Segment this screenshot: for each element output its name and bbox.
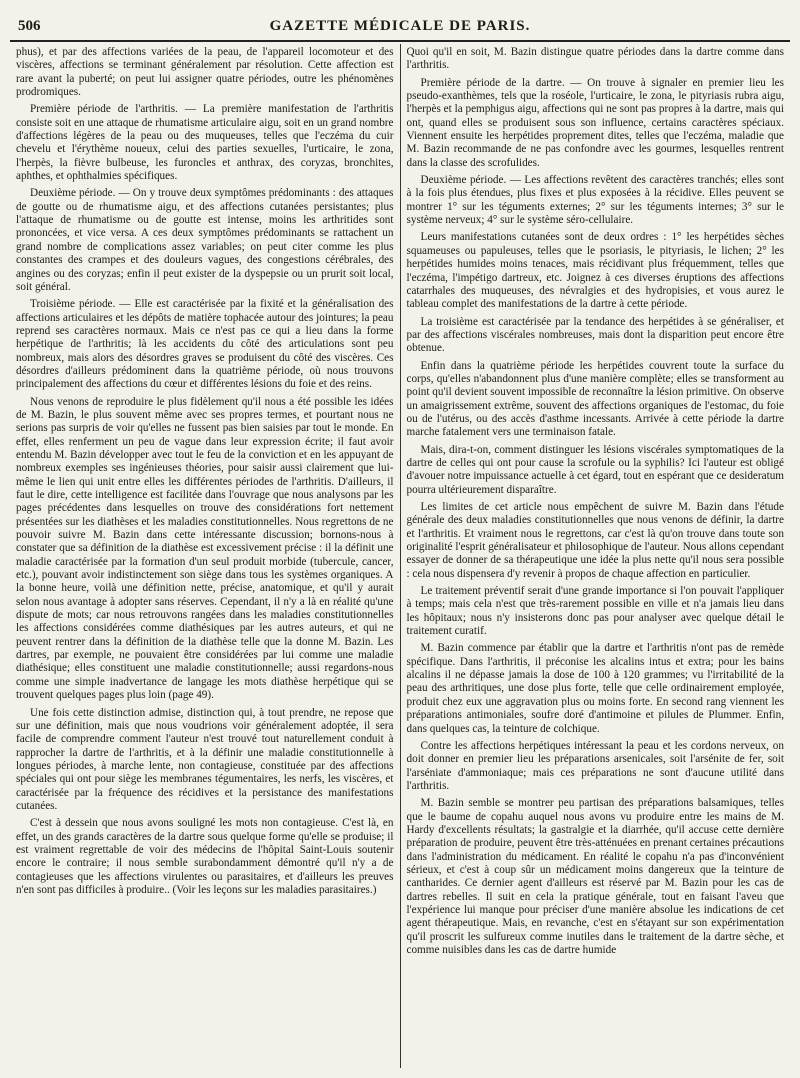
right-column (401, 42, 791, 1070)
paragraph: La troisième est caractérisée par la tendance des herpétides à se généraliser, et par des affections viscérales nombreuses, mais dont la disparition peut encore être obtenue. (406, 315, 784, 355)
paragraph: Leurs manifestations cutanées sont de deux ordres : 1° les herpétides sèches squameuses ou papuleuses, telles que le psoriasis, le pityriasis, le lichen; 2° les herpétides humides moins tenaces, mais récidivant plus fréquemment, telles que l'eczéma, l'impétigo dartreux, etc. Joignez à ces diverses éruptions des affections catarrhales des muqueuses, des névralgies et des hydropisies, et vous aurez le tableau complet des manifestations de la dartre à cette période. (406, 231, 784, 311)
paragraph: phus), et par des affections variées de la peau, de l'appareil locomoteur et des viscères, affections se terminant généralement par résolution. Cette affection est rare avant la puberté; on peut lui assigner quatre périodes, outre les phénomènes prodromiques. (16, 46, 394, 99)
paragraph: Première période de l'arthritis. — La première manifestation de l'arthritis consiste soit en une attaque de rhumatisme articulaire aigu, soit en un grand nombre d'affections légères de la peau ou des muqueuses, telles que l'eczéma du cuir chevelu et l'érythème noueux, celui des parties sexuelles, l'urticaire, le zona, l'herpès, la fièvre bulbeuse, les furoncles et anthrax, des coryzas, bronchites, aphthes, et ophthalmies spécifiques. (16, 103, 394, 183)
paragraph: Une fois cette distinction admise, distinction qui, à tout prendre, ne repose que sur une définition, mais que nous voudrions voir généralement adoptée, il sera facile de comprendre comment l'auteur n'est trouvé tout naturellement conduit à rapprocher la dartre de l'arthritis, et à la définir une maladie constitutionnelle à longues périodes, à marche lente, non contagieuse, constituée par des affections spéciales qui ont pour siège les membranes tégumentaires, les nerfs, les viscères, et caractérisée par la fréquence des récidives et la persistance des manifestations cutanées. (16, 706, 394, 812)
paragraph: Troisième période. — Elle est caractérisée par la fixité et la généralisation des affections articulaires et les dépôts de matière tophacée autour des jointures; la peau reprend ses caractères normaux. Mais ce n'est pas ce qui a lieu dans la forme herpétique de l'arthritis; là les accidents du côté des articulations sont peu nombreux, mais alors des désordres graves se produisent du côté des viscères. Ces désordres d'ailleurs prédominent dans la quatrième période, où nous trouvons principalement des affections du cœur et différentes lésions du foie et des reins. (16, 298, 394, 391)
paragraph: Le traitement préventif serait d'une grande importance si l'on pouvait l'appliquer à temps; mais cela n'est que très-rarement possible en ville et n'a jamais lieu dans les hôpitaux; nous n'y insisterons donc pas pour analyser avec quelque détail le traitement curatif. (406, 585, 784, 638)
text-columns (10, 42, 790, 1070)
paragraph: Deuxième période. — Les affections revêtent des caractères tranchés; elles sont à la fois plus étendues, plus fixes et plus exposées à la récidive. Elles peuvent se montrer 1° sur les téguments externes; 2° sur les téguments internes; 3° sur le système nerveux; 4° sur le système séro-cellulaire. (406, 174, 784, 227)
journal-title: GAZETTE MÉDICALE DE PARIS. (269, 18, 531, 34)
paragraph: Première période de la dartre. — On trouve à signaler en premier lieu les pseudo-exanthèmes, tels que la roséole, l'urticaire, le zona, le pityriasis rubra aigu, l'herpès et la pemphigus aigu, affections qui ne sont pas propres à la dartre, mais qui ont, quand elles se produisent sous son influence, certains caractères spéciaux. Viennent ensuite les herpétides proprement dites, telles que l'eczéma, maladie que M. Bazin recommande de ne pas confondre avec les gourmes, lesquelles rentrent dans la classe des scrofulides. (406, 76, 784, 169)
paragraph: Enfin dans la quatrième période les herpétides couvrent toute la surface du corps, qu'elles n'abandonnent plus d'une manière complète; elles se transforment au point qu'il devient souvent impossible de reconnaître la lésion primitive. On observe un amaigrissement extrême, souvent des affections organiques de l'estomac, du foie ou de l'utérus, ou des accès d'asthme incessants. Arrivée à cette période la dartre marche fatalement vers une terminaison fatale. (406, 359, 784, 439)
paragraph: Deuxième période. — On y trouve deux symptômes prédominants : des attaques de goutte ou de rhumatisme aigu, et des affections cutanées persistantes; plus l'attaque de rhumatisme ou de goutte est intense, moins les arthritides sont prononcées, et vice versa. A ces deux symptômes prédominants se rattachent un grand nombre de complications assez variables; on peut citer comme les plus constantes des crampes et des douleurs vagues, des congestions cérébrales, des angines ou des coryzas; enfin il peut exister de la dyspepsie ou un prurit soit local, soit général. (16, 187, 394, 293)
paragraph: C'est à dessein que nous avons souligné les mots non contagieuse. C'est là, en effet, un des grands caractères de la dartre sous quelque forme qu'elle se produise; il est vraiment regrettable de voir des médecins de l'hôpital Saint-Louis soutenir encore le contraire; il nous semble surabondamment démontré qu'il n'y a de contagieuses que les affections virulentes ou parasitaires, et d'ailleurs les preuves n'en sont pas difficiles à produire.. (Voir les leçons sur les maladies parasitaires.) (16, 817, 394, 896)
paragraph: Les limites de cet article nous empêchent de suivre M. Bazin dans l'étude générale des deux maladies constitutionnelles que nous venons de définir, la dartre et l'arthritis. Et vraiment nous le regrettons, car c'est là qu'on trouve dans toute son originalité l'esprit généralisateur et philosophique de l'auteur. Nous allons cependant essayer de donner de sa thérapeutique une idée la plus nette qu'il nous sera possible : cela nous dispensera d'y revenir à propos de chaque affection en particulier. (406, 501, 784, 580)
paragraph: M. Bazin commence par établir que la dartre et l'arthritis n'ont pas de remède spécifique. Dans l'arthritis, il préconise les alcalins intus et extra; pour les bains alcalins il ne dépasse jamais la dose de 100 à 120 grammes; vu l'irritabilité de la peau des arthritiques, une dose plus forte, telle que celle ordinairement employée, produit chez eux une aggravation plus ou moins forte. En second rang viennent les préparations antimoniales, soufre doré d'antimoine et pilules de Plummer. Enfin, dans quelques cas, la teinture de colchique. (406, 642, 784, 735)
paragraph: Quoi qu'il en soit, M. Bazin distingue quatre périodes dans la dartre comme dans l'arthritis. (406, 46, 784, 72)
paragraph: Mais, dira-t-on, comment distinguer les lésions viscérales symptomatiques de la dartre de celles qui ont pour cause la scrofule ou la syphilis? Ici l'auteur est obligé d'avouer notre impuissance actuelle à cet égard, tout en espérant que ce desideratum pourra ultérieurement disparaître. (406, 443, 784, 496)
left-column (10, 42, 400, 1070)
page-number: 506 (18, 18, 41, 34)
paragraph: M. Bazin semble se montrer peu partisan des préparations balsamiques, telles que le baume de copahu auquel nous avons vu produire entre les mains de M. Hardy d'excellents résultats; la gastralgie et la diarrhée, qu'il accuse cette dernière préparation de produire, peuvent être très-atténuées en prenant certaines précautions dans l'administration du médicament. En réalité le copahu n'a pas d'inconvénient sérieux, et c'est à coup sûr un médicament moins dangereux que la teinture de cantharides. Ce dernier agent d'ailleurs est réservé par M. Bazin pour les cas de dartres rebelles. Il suit en cela la pratique générale, tout en faisant l'aveu que l'expérience lui manque pour préciser d'une manière absolue les indications de cet agent thérapeutique. Mais, en revanche, c'est en s'étayant sur son expérimentation qu'il proscrit les sulfureux comme inutiles dans le traitement de la dartre sèche, et comme nuisibles dans les cas de dartre humide (406, 797, 784, 956)
paragraph: Nous venons de reproduire le plus fidèlement qu'il nous a été possible les idées de M. Bazin, le plus souvent même avec ses propres termes, et pourtant nous ne serions pas surpris de voir qu'elles ne fussent pas bien saisies par tout le monde. En effet, elles renferment un peu de vague dans leur expression écrite; il faut avoir entendu M. Bazin développer avec tout le feu de la conviction et en les appuyant de nombreux exemples ses ingénieuses théories, pour saisir aussi clairement que lui-même le lien qui unit entre elles les différentes périodes de l'arthritis. D'ailleurs, il faut le dire, cette intelligence est facilitée dans l'ouvrage que nous analysons par les pages précédentes dans lesquelles on trouve des considérations fort nettement présentées sur les diathèses et les maladies constitutionnelles. Nous regrettons de ne pouvoir suivre M. Bazin dans cette intéressante discussion; bornons-nous à constater que sa définition de la diathèse est excessivement précise : il la définit une maladie caractérisée par la formation d'un seul produit morbide (tubercule, cancer, etc.), pouvant avoir indistinctement son siège dans tous les systèmes organiques. A la bonne heure, voilà une définition nette, précise, anatomique, et qu'il y aurait selon nous avantage à adopter sans réserves. Cependant, il n'y a là en réalité qu'une dispute de mots; car nous retrouvons rangées dans les maladies constitutionnelles les affections considérées comme diathésiques par les autres auteurs, et qui ne peuvent rentrer dans la définition de la diathèse telle que la donne M. Bazin. Les dartres, par exemple, ne pouvaient être considérées par lui comme une maladie diathésique; elles constituent une maladie constitutionnelle; aussi regardons-nous comme une simple inadvertance de langage les mots diathèse herpétique qui se trouvent quelques pages plus loin (page 49). (16, 395, 394, 702)
paragraph: Contre les affections herpétiques intéressant la peau et les cordons nerveux, on doit donner en premier lieu les préparations arsenicales, soit l'arsénite de fer, soit l'arséniate d'ammoniaque; mais ces préparations ne sont d'aucune utilité dans l'arthritis. (406, 739, 784, 792)
page-header (10, 10, 790, 42)
